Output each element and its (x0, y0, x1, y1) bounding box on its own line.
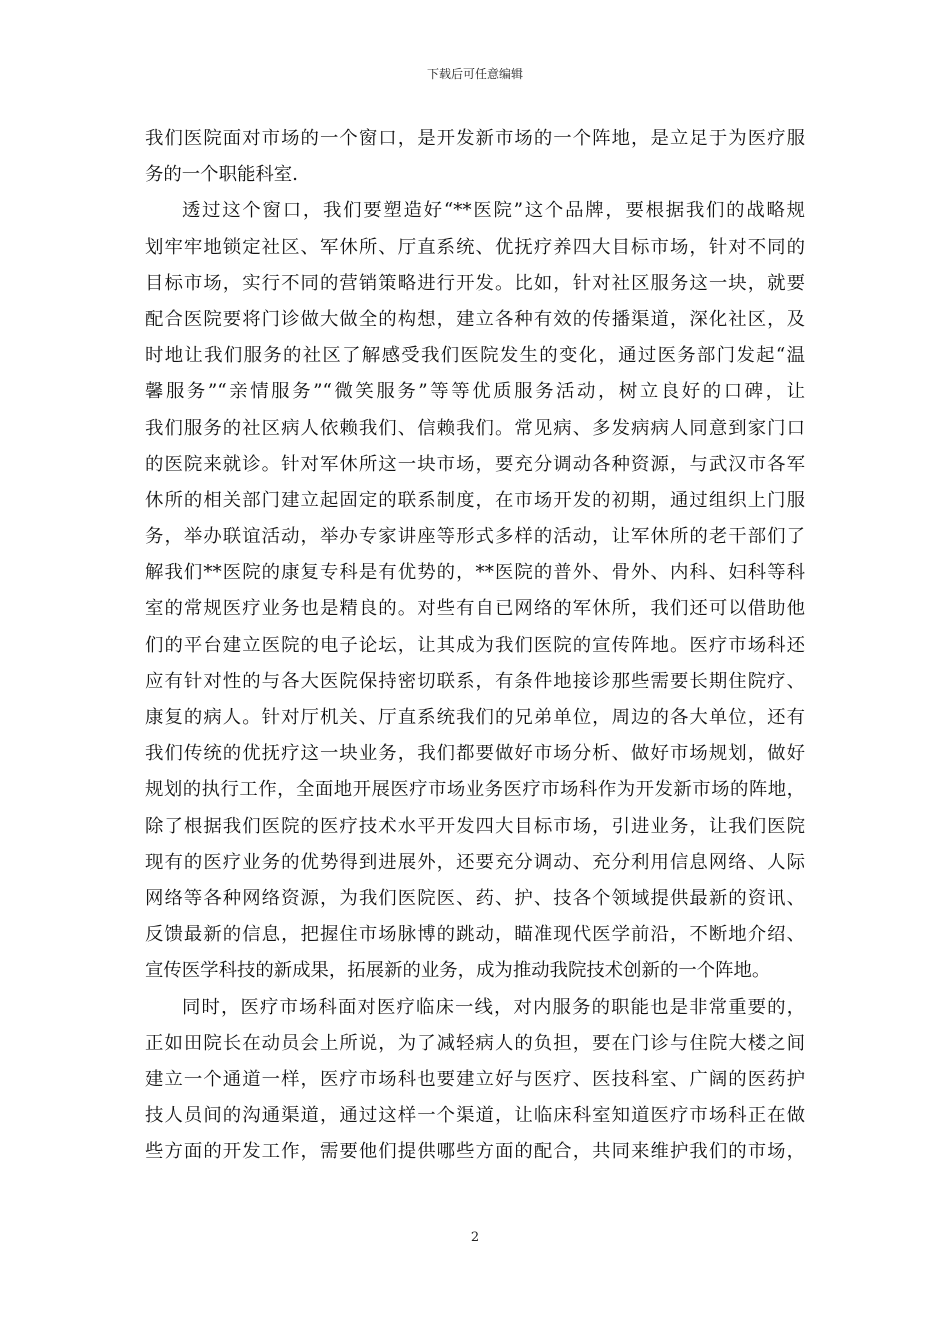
text-line: 们的平台建立医院的电子论坛，让其成为我们医院的宣传阵地。医疗市场科还 (145, 634, 805, 656)
text-line: 划牢牢地锁定社区、军休所、厅直系统、优抚疗养四大目标市场，针对不同的 (145, 236, 805, 258)
text-line: 建立一个通道一样，医疗市场科也要建立好与医疗、医技科室、广阔的医药护 (145, 1068, 805, 1090)
text-line: 反馈最新的信息，把握住市场脉博的跳动，瞄准现代医学前沿，不断地介绍、 (145, 924, 805, 946)
text-line: 我们医院面对市场的一个窗口，是开发新市场的一个阵地，是立足于为医疗服 (145, 128, 805, 149)
text-line: 些方面的开发工作，需要他们提供哪些方面的配合，共同来维护我们的市场， (145, 1141, 805, 1163)
text-line: 正如田院长在动员会上所说，为了减轻病人的负担，要在门诊与住院大楼之间 (145, 1032, 805, 1054)
text-line: 解我们**医院的康复专科是有优势的，**医院的普外、骨外、内科、妇科等科 (145, 562, 805, 584)
text-line: 馨服务”“亲情服务”“微笑服务”等等优质服务活动，树立良好的口碑，让 (145, 381, 805, 403)
text-line: 透过这个窗口，我们要塑造好“**医院”这个品牌，要根据我们的战略规 (182, 200, 805, 222)
text-line: 务，举办联谊活动，举办专家讲座等形式多样的活动，让军休所的老干部们了 (145, 526, 805, 548)
text-line: 我们服务的社区病人依赖我们、信赖我们。常见病、多发病病人同意到家门口 (145, 417, 805, 439)
text-line: 休所的相关部门建立起固定的联系制度，在市场开发的初期，通过组织上门服 (145, 489, 805, 511)
text-line: 规划的执行工作，全面地开展医疗市场业务医疗市场科作为开发新市场的阵地， (145, 779, 805, 801)
text-line: 的医院来就诊。针对军休所这一块市场，要充分调动各种资源，与武汉市各军 (145, 453, 805, 475)
page-header: 下载后可任意编辑 (426, 67, 523, 81)
page-number: 2 (470, 1230, 480, 1245)
document-body (145, 121, 805, 1170)
text-line: 时地让我们服务的社区了解感受我们医院发生的变化，通过医务部门发起“温 (145, 345, 805, 367)
text-line: 康复的病人。针对厅机关、厅直系统我们的兄弟单位，周边的各大单位，还有 (145, 707, 805, 728)
text-line: 室的常规医疗业务也是精良的。对些有自已网络的军休所，我们还可以借助他 (145, 598, 805, 620)
text-line: 目标市场，实行不同的营销策略进行开发。比如，针对社区服务这一块，就要 (145, 272, 805, 294)
text-line: 宣传医学科技的新成果，拓展新的业务，成为推动我院技术创新的一个阵地。 (145, 960, 771, 982)
text-line: 除了根据我们医院的医疗技术水平开发四大目标市场，引进业务，让我们医院 (145, 815, 805, 837)
text-line: 同时，医疗市场科面对医疗临床一线，对内服务的职能也是非常重要的， (182, 996, 805, 1018)
text-line: 应有针对性的与各大医院保持密切联系，有条件地接诊那些需要长期住院疗、 (145, 670, 805, 692)
text-line: 配合医院要将门诊做大做全的构想，建立各种有效的传播渠道，深化社区，及 (145, 308, 805, 330)
text-line: 网络等各种网络资源，为我们医院医、药、护、技各个领域提供最新的资讯、 (145, 887, 805, 909)
text-line: 务的一个职能科室. (145, 164, 298, 186)
text-line: 现有的医疗业务的优势得到进展外，还要充分调动、充分利用信息网络、人际 (145, 851, 805, 873)
text-line: 我们传统的优抚疗这一块业务，我们都要做好市场分析、做好市场规划，做好 (145, 743, 805, 765)
text-line: 技人员间的沟通渠道，通过这样一个渠道，让临床科室知道医疗市场科正在做 (145, 1105, 805, 1127)
